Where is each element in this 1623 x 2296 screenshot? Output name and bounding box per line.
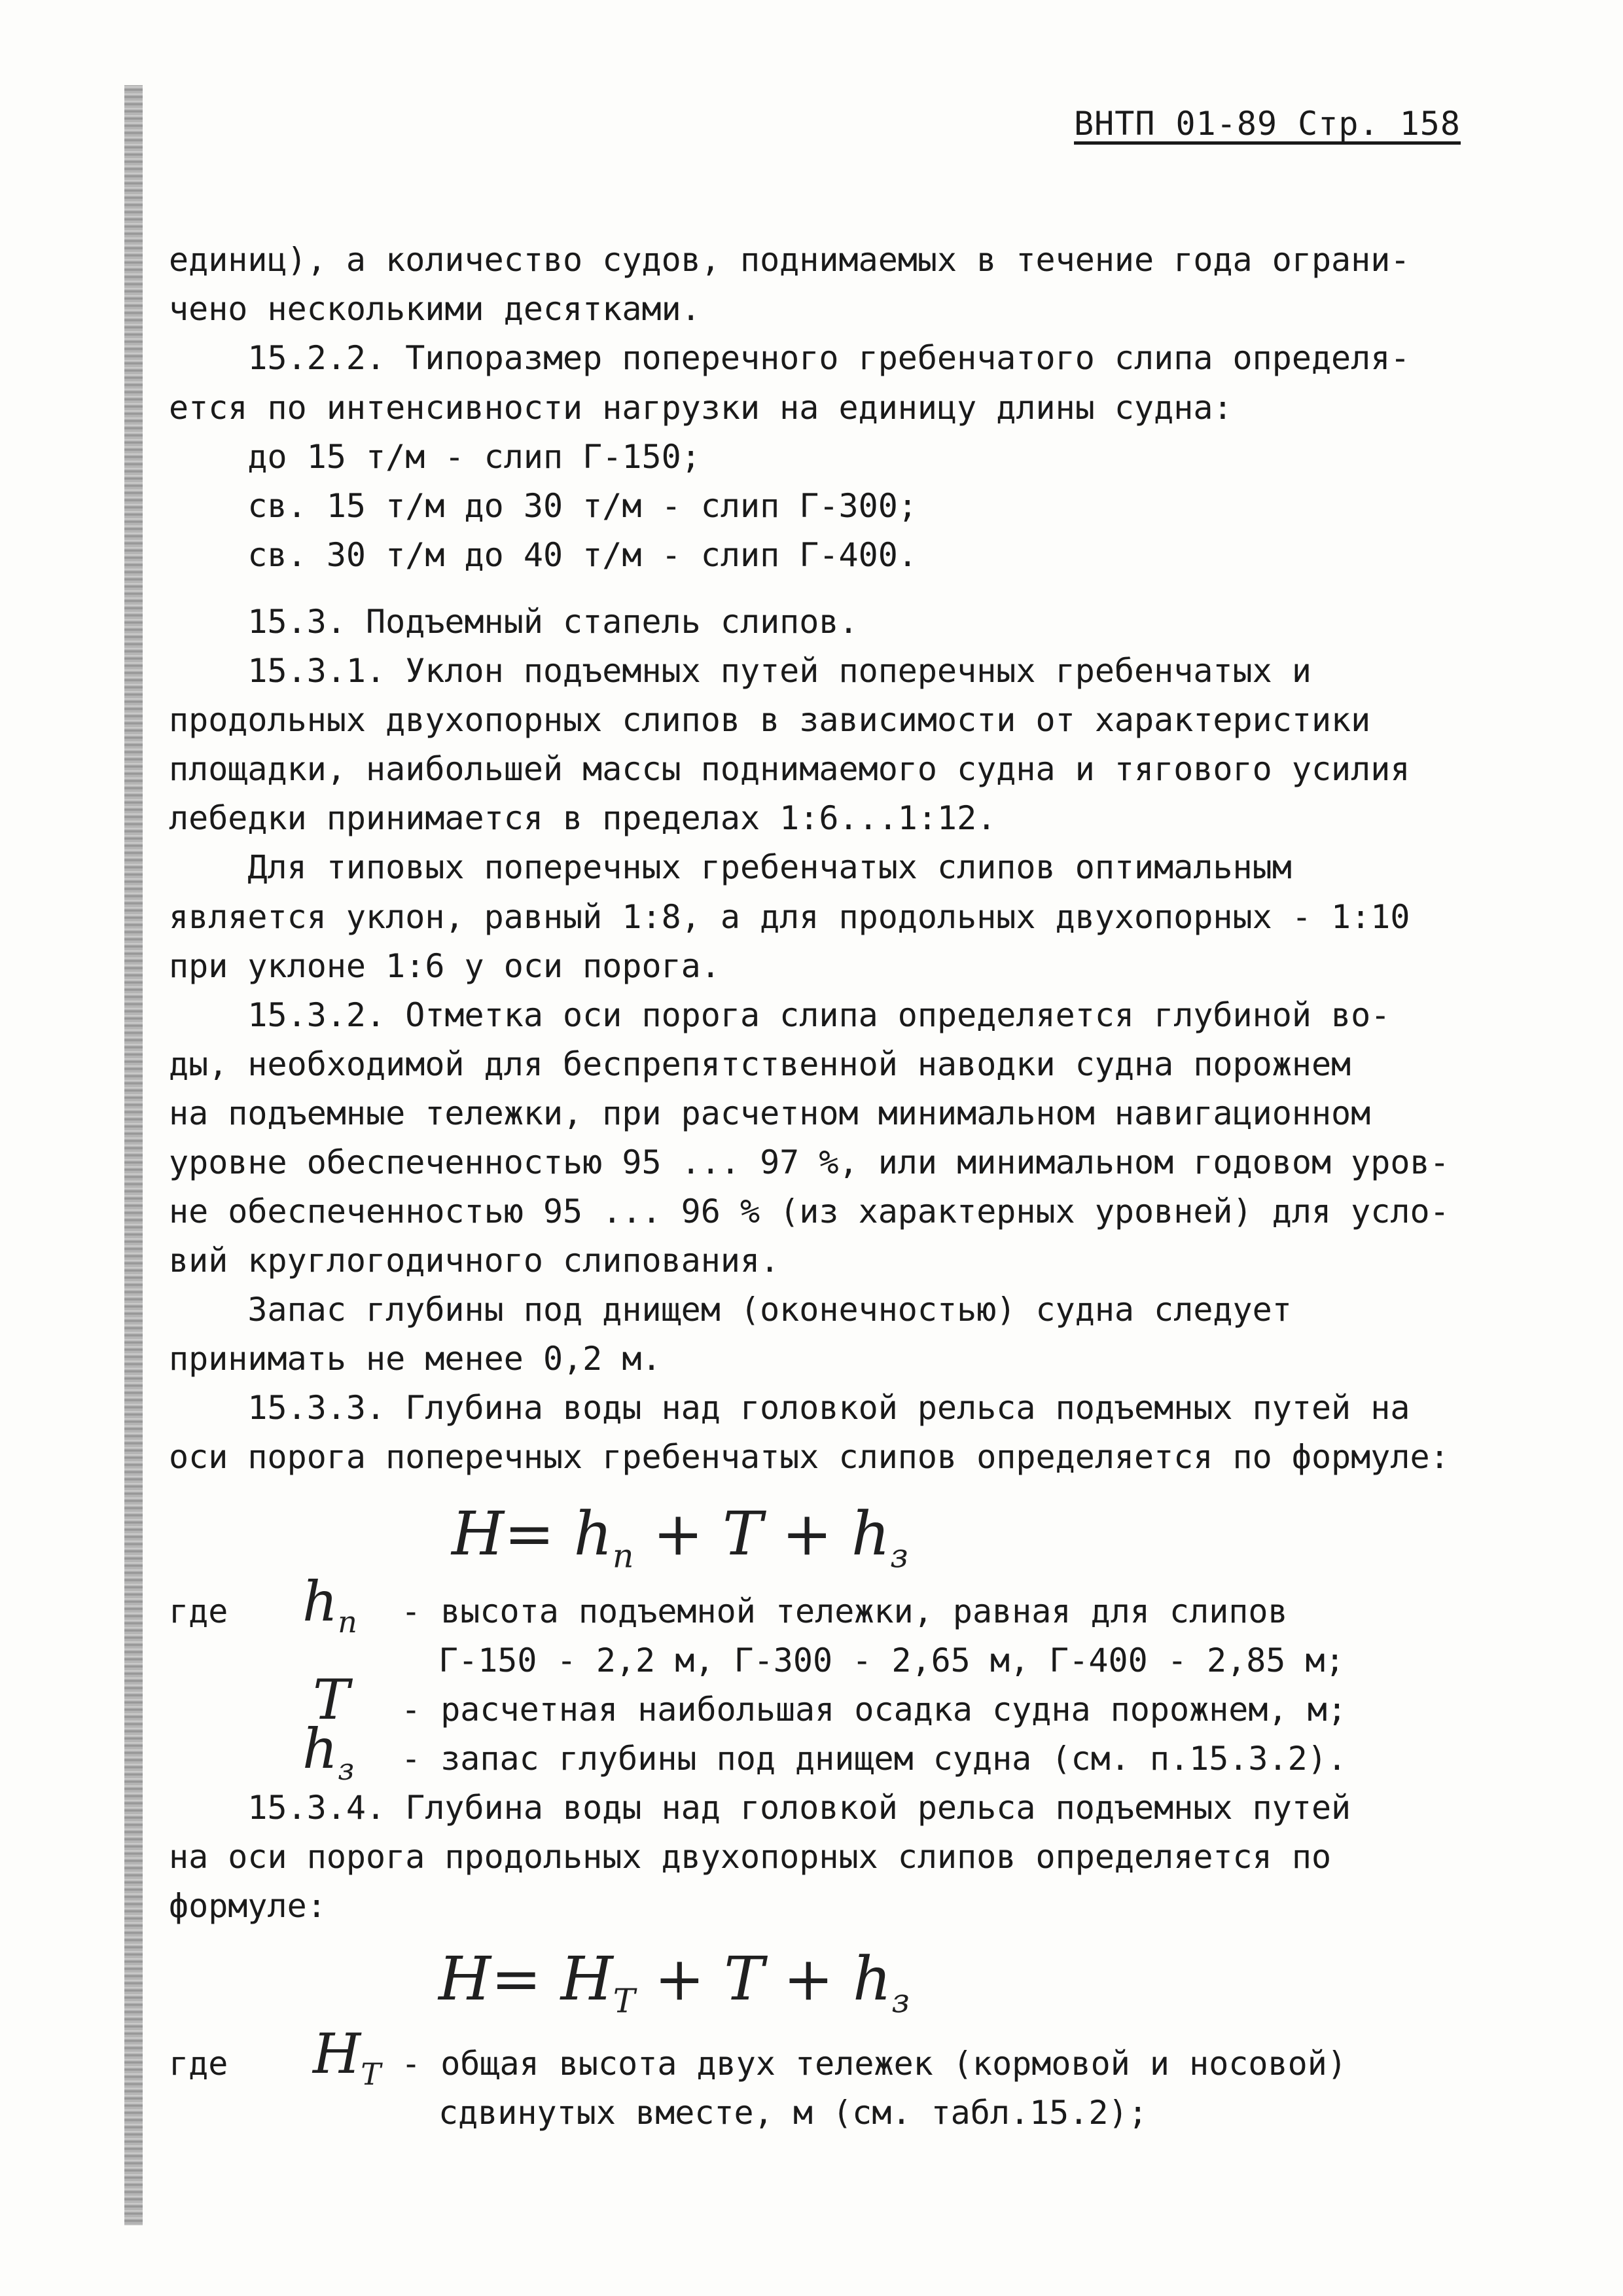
where-label: где [169, 1592, 228, 1630]
text-line: на подъемные тележки, при расчетном минимальном навигационном [169, 1094, 1371, 1132]
text-line: вий круглогодичного слипования. [169, 1242, 780, 1280]
text-line: 15.3.3. Глубина воды над головкой рельса подъемных путей на [169, 1389, 1410, 1427]
page-header: ВНТП 01-89 Стр. 158 [1074, 105, 1461, 143]
text-line: при уклоне 1:6 у оси порога. [169, 947, 721, 985]
symbol-ht: $H_T$ [313, 2022, 382, 2092]
formula-2: $H= H_T + T + h_з$ [438, 1944, 910, 2020]
text-line: св. 30 т/м до 40 т/м - слип Г-400. [169, 536, 918, 574]
symbol-hp: $h_п$ [302, 1570, 357, 1640]
text-line: Запас глубины под днищем (оконечностью) судна следует [169, 1291, 1292, 1329]
text-line: формуле: [169, 1887, 327, 1925]
text-line: лебедки принимается в пределах 1:6...1:12. [169, 799, 997, 837]
text-line: чено несколькими десятками. [169, 290, 701, 328]
text-line: на оси порога продольных двухопорных слипов определяется по [169, 1838, 1332, 1876]
definition-line: сдвинутых вместе, м (см. табл.15.2); [438, 2094, 1148, 2132]
text-line: принимать не менее 0,2 м. [169, 1340, 662, 1378]
definition-line: - общая высота двух тележек (кормовой и носовой) [401, 2045, 1347, 2083]
text-line: оси порога поперечных гребенчатых слипов определяется по формуле: [169, 1438, 1450, 1476]
text-line: является уклон, равный 1:8, а для продольных двухопорных - 1:10 [169, 898, 1410, 936]
text-line: единиц), а количество судов, поднимаемых в течение года ограни- [169, 241, 1410, 279]
where-label: где [169, 2045, 228, 2083]
definition-line: - высота подъемной тележки, равная для слипов [401, 1592, 1288, 1630]
formula-1: $H= h_п + T + h_з$ [452, 1499, 908, 1575]
definition-line: Г-150 - 2,2 м, Г-300 - 2,65 м, Г-400 - 2,85 м; [438, 1641, 1345, 1679]
text-line: 15.3.1. Уклон подъемных путей поперечных гребенчатых и [169, 652, 1311, 690]
text-line: не обеспеченностью 95 ... 96 % (из характерных уровней) для усло- [169, 1193, 1450, 1230]
text-line: 15.3.2. Отметка оси порога слипа определяется глубиной во- [169, 996, 1391, 1034]
section-heading: 15.3. Подъемный стапель слипов. [169, 603, 859, 641]
text-line: ды, необходимой для беспрепятственной наводки судна порожнем [169, 1045, 1351, 1083]
text-line: Для типовых поперечных гребенчатых слипов оптимальным [169, 848, 1292, 886]
definition-line: - расчетная наибольшая осадка судна порожнем, м; [401, 1691, 1347, 1729]
text-line: уровне обеспеченностью 95 ... 97 %, или минимальном годовом уров- [169, 1143, 1450, 1181]
text-line: 15.2.2. Типоразмер поперечного гребенчатого слипа определя- [169, 339, 1410, 377]
text-line: ется по интенсивности нагрузки на единицу длины судна: [169, 389, 1233, 427]
binding-edge [124, 85, 143, 2225]
text-line: площадки, наибольшей массы поднимаемого судна и тягового усилия [169, 750, 1410, 788]
symbol-t: T [313, 1668, 350, 1732]
text-line: до 15 т/м - слип Г-150; [169, 438, 701, 476]
symbol-h3: $h_з$ [302, 1717, 355, 1787]
text-line: продольных двухопорных слипов в зависимости от характеристики [169, 701, 1371, 739]
text-line: 15.3.4. Глубина воды над головкой рельса подъемных путей [169, 1789, 1351, 1827]
definition-line: - запас глубины под днищем судна (см. п.15.3.2). [401, 1740, 1347, 1778]
text-line: св. 15 т/м до 30 т/м - слип Г-300; [169, 487, 918, 525]
